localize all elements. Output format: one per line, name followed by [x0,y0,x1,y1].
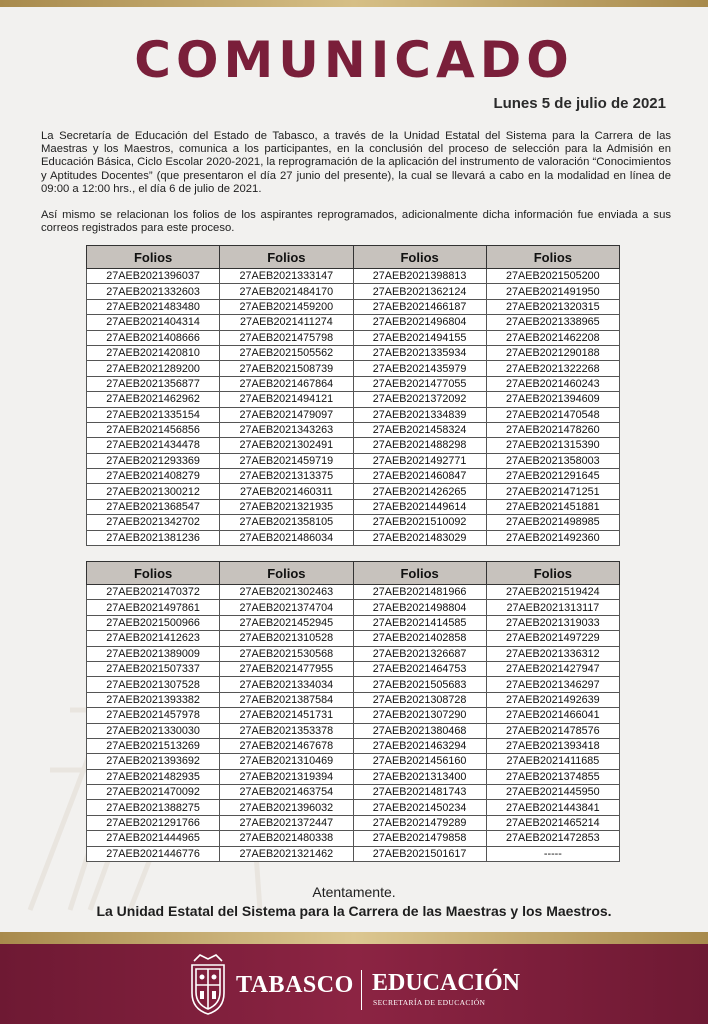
folio-cell: 27AEB2021293369 [87,453,220,468]
folio-cell: 27AEB2021389009 [87,646,220,661]
folios-table-1 [86,245,620,546]
column-header: Folios [87,246,220,269]
folio-cell: 27AEB2021462208 [486,330,619,345]
folio-cell: 27AEB2021334839 [353,407,486,422]
folio-cell: 27AEB2021333147 [220,269,353,284]
table-header-row [87,562,620,585]
folio-cell: 27AEB2021470092 [87,785,220,800]
folio-cell: 27AEB2021353378 [220,723,353,738]
folio-cell: 27AEB2021426265 [353,484,486,499]
top-gold-stripe [0,0,708,7]
folio-cell: 27AEB2021472853 [486,831,619,846]
folio-cell: 27AEB2021427947 [486,661,619,676]
folio-cell: 27AEB2021483480 [87,299,220,314]
brand-educacion: EDUCACIÓN [372,970,521,996]
column-header: Folios [220,246,353,269]
folio-cell: 27AEB2021394609 [486,392,619,407]
folio-cell: 27AEB2021334034 [220,677,353,692]
table-row [87,646,620,661]
folio-cell: 27AEB2021470372 [87,585,220,600]
folio-cell: 27AEB2021346297 [486,677,619,692]
folio-cell: 27AEB2021402858 [353,631,486,646]
folio-cell: 27AEB2021420810 [87,345,220,360]
folio-cell: 27AEB2021326687 [353,646,486,661]
folio-cell: 27AEB2021463294 [353,738,486,753]
folio-cell: 27AEB2021408666 [87,330,220,345]
folio-cell: 27AEB2021335934 [353,345,486,360]
folio-cell: 27AEB2021462962 [87,392,220,407]
folio-cell: 27AEB2021444965 [87,831,220,846]
folio-cell: 27AEB2021486034 [220,530,353,545]
folio-cell: 27AEB2021380468 [353,723,486,738]
folio-cell: 27AEB2021481966 [353,585,486,600]
folio-cell: 27AEB2021319033 [486,615,619,630]
folio-cell: 27AEB2021387584 [220,692,353,707]
folio-cell: 27AEB2021408279 [87,469,220,484]
footer-gold-band [0,932,708,944]
table-row [87,345,620,360]
folio-cell: 27AEB2021291645 [486,469,619,484]
folio-cell: 27AEB2021513269 [87,738,220,753]
folio-cell: 27AEB2021478576 [486,723,619,738]
folio-cell: 27AEB2021449614 [353,499,486,514]
folio-cell: 27AEB2021459200 [220,299,353,314]
folio-cell: 27AEB2021393418 [486,738,619,753]
intro-paragraph: La Secretaría de Educación del Estado de Tabasco, a través de la Unidad Estatal del Sistema para la Carrera de las Maestras y los Maestros, comunica a los participantes, en la conclusión del proceso de selección para la Admisión en Educación Básica, Ciclo Escolar 2020-2021, la reprogramación de la aplicación del instrumento de valoración “Conocimientos y Aptitudes Docentes” (que presentaron el día 27 junio del presente), la cual se llevará a cabo en la modalidad en línea de 09:00 a 12:00 hrs., el día 6 de julio de 2021. [41,130,671,195]
folio-cell: 27AEB2021381236 [87,530,220,545]
folio-cell: 27AEB2021310469 [220,754,353,769]
folio-cell: 27AEB2021457978 [87,708,220,723]
folio-cell: 27AEB2021451881 [486,499,619,514]
folio-cell: 27AEB2021451731 [220,708,353,723]
folio-cell: 27AEB2021508739 [220,361,353,376]
folio-cell: 27AEB2021497229 [486,631,619,646]
folio-cell: 27AEB2021411685 [486,754,619,769]
folio-cell: 27AEB2021492360 [486,530,619,545]
column-header: Folios [87,562,220,585]
table-row [87,330,620,345]
folio-cell: 27AEB2021459719 [220,453,353,468]
folio-cell: 27AEB2021321462 [220,846,353,861]
folio-cell: 27AEB2021388275 [87,800,220,815]
table-row [87,692,620,707]
table-row [87,284,620,299]
table-row [87,738,620,753]
folio-cell: 27AEB2021479858 [353,831,486,846]
folio-cell: 27AEB2021313400 [353,769,486,784]
column-header: Folios [220,562,353,585]
page-title: COMUNICADO [134,31,574,89]
folio-cell: 27AEB2021460847 [353,469,486,484]
closing-salutation: Atentamente. [312,884,396,900]
table-row [87,299,620,314]
folio-cell: 27AEB2021491950 [486,284,619,299]
folio-cell: 27AEB2021450234 [353,800,486,815]
folio-cell: 27AEB2021501617 [353,846,486,861]
table-row [87,677,620,692]
folio-cell: 27AEB2021374855 [486,769,619,784]
column-header: Folios [486,246,619,269]
folio-cell: 27AEB2021477955 [220,661,353,676]
folio-cell: 27AEB2021458324 [353,422,486,437]
table-row [87,631,620,646]
folio-cell: 27AEB2021467864 [220,376,353,391]
table-row [87,407,620,422]
folio-cell: ----- [486,846,619,861]
brand-divider [361,970,362,1010]
table-row [87,754,620,769]
folio-cell: 27AEB2021300212 [87,484,220,499]
folio-cell: 27AEB2021310528 [220,631,353,646]
footer-band [0,944,708,1024]
table-row [87,615,620,630]
folio-cell: 27AEB2021445950 [486,785,619,800]
folio-cell: 27AEB2021481743 [353,785,486,800]
folio-cell: 27AEB2021393692 [87,754,220,769]
table-row [87,708,620,723]
folio-cell: 27AEB2021404314 [87,315,220,330]
folio-cell: 27AEB2021313375 [220,469,353,484]
table-row [87,499,620,514]
folio-cell: 27AEB2021443841 [486,800,619,815]
folio-cell: 27AEB2021498804 [353,600,486,615]
folio-cell: 27AEB2021505200 [486,269,619,284]
folio-cell: 27AEB2021530568 [220,646,353,661]
folio-cell: 27AEB2021372092 [353,392,486,407]
closing-signature: La Unidad Estatal del Sistema para la Carrera de las Maestras y los Maestros. [96,903,612,919]
folio-cell: 27AEB2021414585 [353,615,486,630]
column-header: Folios [486,562,619,585]
publication-date: Lunes 5 de julio de 2021 [493,95,666,112]
folio-cell: 27AEB2021500966 [87,615,220,630]
folio-cell: 27AEB2021358003 [486,453,619,468]
folio-cell: 27AEB2021362124 [353,284,486,299]
table-row [87,831,620,846]
folio-cell: 27AEB2021482935 [87,769,220,784]
folio-cell: 27AEB2021510092 [353,515,486,530]
folio-cell: 27AEB2021496804 [353,315,486,330]
folio-cell: 27AEB2021393382 [87,692,220,707]
folio-cell: 27AEB2021466041 [486,708,619,723]
folio-cell: 27AEB2021398813 [353,269,486,284]
table-row [87,815,620,830]
table-row [87,785,620,800]
table-row [87,515,620,530]
folio-cell: 27AEB2021498985 [486,515,619,530]
folio-cell: 27AEB2021343263 [220,422,353,437]
brand-tabasco: TABASCO [236,972,354,998]
table-row [87,800,620,815]
table-row [87,315,620,330]
folio-cell: 27AEB2021492771 [353,453,486,468]
table-row [87,530,620,545]
table-row [87,723,620,738]
table-row [87,269,620,284]
folio-cell: 27AEB2021478260 [486,422,619,437]
folio-cell: 27AEB2021338965 [486,315,619,330]
folio-cell: 27AEB2021307290 [353,708,486,723]
folio-cell: 27AEB2021336312 [486,646,619,661]
folio-cell: 27AEB2021505562 [220,345,353,360]
folio-cell: 27AEB2021471251 [486,484,619,499]
folio-cell: 27AEB2021480338 [220,831,353,846]
folio-cell: 27AEB2021464753 [353,661,486,676]
folio-cell: 27AEB2021467678 [220,738,353,753]
folio-cell: 27AEB2021290188 [486,345,619,360]
folio-cell: 27AEB2021484170 [220,284,353,299]
folio-cell: 27AEB2021372447 [220,815,353,830]
brand-subtitle: SECRETARÍA DE EDUCACIÓN [373,998,486,1007]
folio-cell: 27AEB2021342702 [87,515,220,530]
folio-cell: 27AEB2021332603 [87,284,220,299]
folio-cell: 27AEB2021452945 [220,615,353,630]
folio-cell: 27AEB2021435979 [353,361,486,376]
folio-cell: 27AEB2021289200 [87,361,220,376]
folio-cell: 27AEB2021368547 [87,499,220,514]
table-row [87,484,620,499]
folio-cell: 27AEB2021492639 [486,692,619,707]
table-row [87,769,620,784]
column-header: Folios [353,246,486,269]
table-row [87,469,620,484]
table-row [87,585,620,600]
folio-cell: 27AEB2021302491 [220,438,353,453]
folio-cell: 27AEB2021374704 [220,600,353,615]
table-row [87,600,620,615]
column-header: Folios [353,562,486,585]
folio-cell: 27AEB2021460311 [220,484,353,499]
folio-cell: 27AEB2021456160 [353,754,486,769]
folio-cell: 27AEB2021479289 [353,815,486,830]
folio-cell: 27AEB2021322268 [486,361,619,376]
folios-table-2 [86,561,620,862]
folio-cell: 27AEB2021302463 [220,585,353,600]
table-row [87,422,620,437]
folio-cell: 27AEB2021307528 [87,677,220,692]
table-row [87,438,620,453]
folio-cell: 27AEB2021488298 [353,438,486,453]
folio-cell: 27AEB2021483029 [353,530,486,545]
folio-cell: 27AEB2021507337 [87,661,220,676]
folio-cell: 27AEB2021396032 [220,800,353,815]
folio-cell: 27AEB2021291766 [87,815,220,830]
folio-cell: 27AEB2021446776 [87,846,220,861]
folio-cell: 27AEB2021335154 [87,407,220,422]
folio-cell: 27AEB2021313117 [486,600,619,615]
folio-cell: 27AEB2021479097 [220,407,353,422]
folio-cell: 27AEB2021494155 [353,330,486,345]
table-row [87,361,620,376]
tabasco-shield-logo [186,951,230,1017]
table-row [87,453,620,468]
folio-cell: 27AEB2021470548 [486,407,619,422]
folio-cell: 27AEB2021463754 [220,785,353,800]
folio-cell: 27AEB2021321935 [220,499,353,514]
folio-cell: 27AEB2021356877 [87,376,220,391]
folio-cell: 27AEB2021411274 [220,315,353,330]
folio-cell: 27AEB2021466187 [353,299,486,314]
folio-cell: 27AEB2021460243 [486,376,619,391]
folio-cell: 27AEB2021497861 [87,600,220,615]
folio-cell: 27AEB2021477055 [353,376,486,391]
folio-cell: 27AEB2021465214 [486,815,619,830]
folio-cell: 27AEB2021519424 [486,585,619,600]
folio-cell: 27AEB2021434478 [87,438,220,453]
table-row [87,376,620,391]
table-header-row [87,246,620,269]
folio-cell: 27AEB2021475798 [220,330,353,345]
folio-cell: 27AEB2021320315 [486,299,619,314]
folio-cell: 27AEB2021358105 [220,515,353,530]
folio-cell: 27AEB2021319394 [220,769,353,784]
folio-cell: 27AEB2021456856 [87,422,220,437]
folio-cell: 27AEB2021505683 [353,677,486,692]
table-row [87,846,620,861]
folio-cell: 27AEB2021494121 [220,392,353,407]
folio-cell: 27AEB2021308728 [353,692,486,707]
table-row [87,392,620,407]
folios-intro-paragraph: Así mismo se relacionan los folios de los aspirantes reprogramados, adicionalmente dicha información fue enviada a sus correos registrados para este proceso. [41,209,671,235]
folio-cell: 27AEB2021396037 [87,269,220,284]
table-row [87,661,620,676]
folio-cell: 27AEB2021412623 [87,631,220,646]
folio-cell: 27AEB2021330030 [87,723,220,738]
folio-cell: 27AEB2021315390 [486,438,619,453]
